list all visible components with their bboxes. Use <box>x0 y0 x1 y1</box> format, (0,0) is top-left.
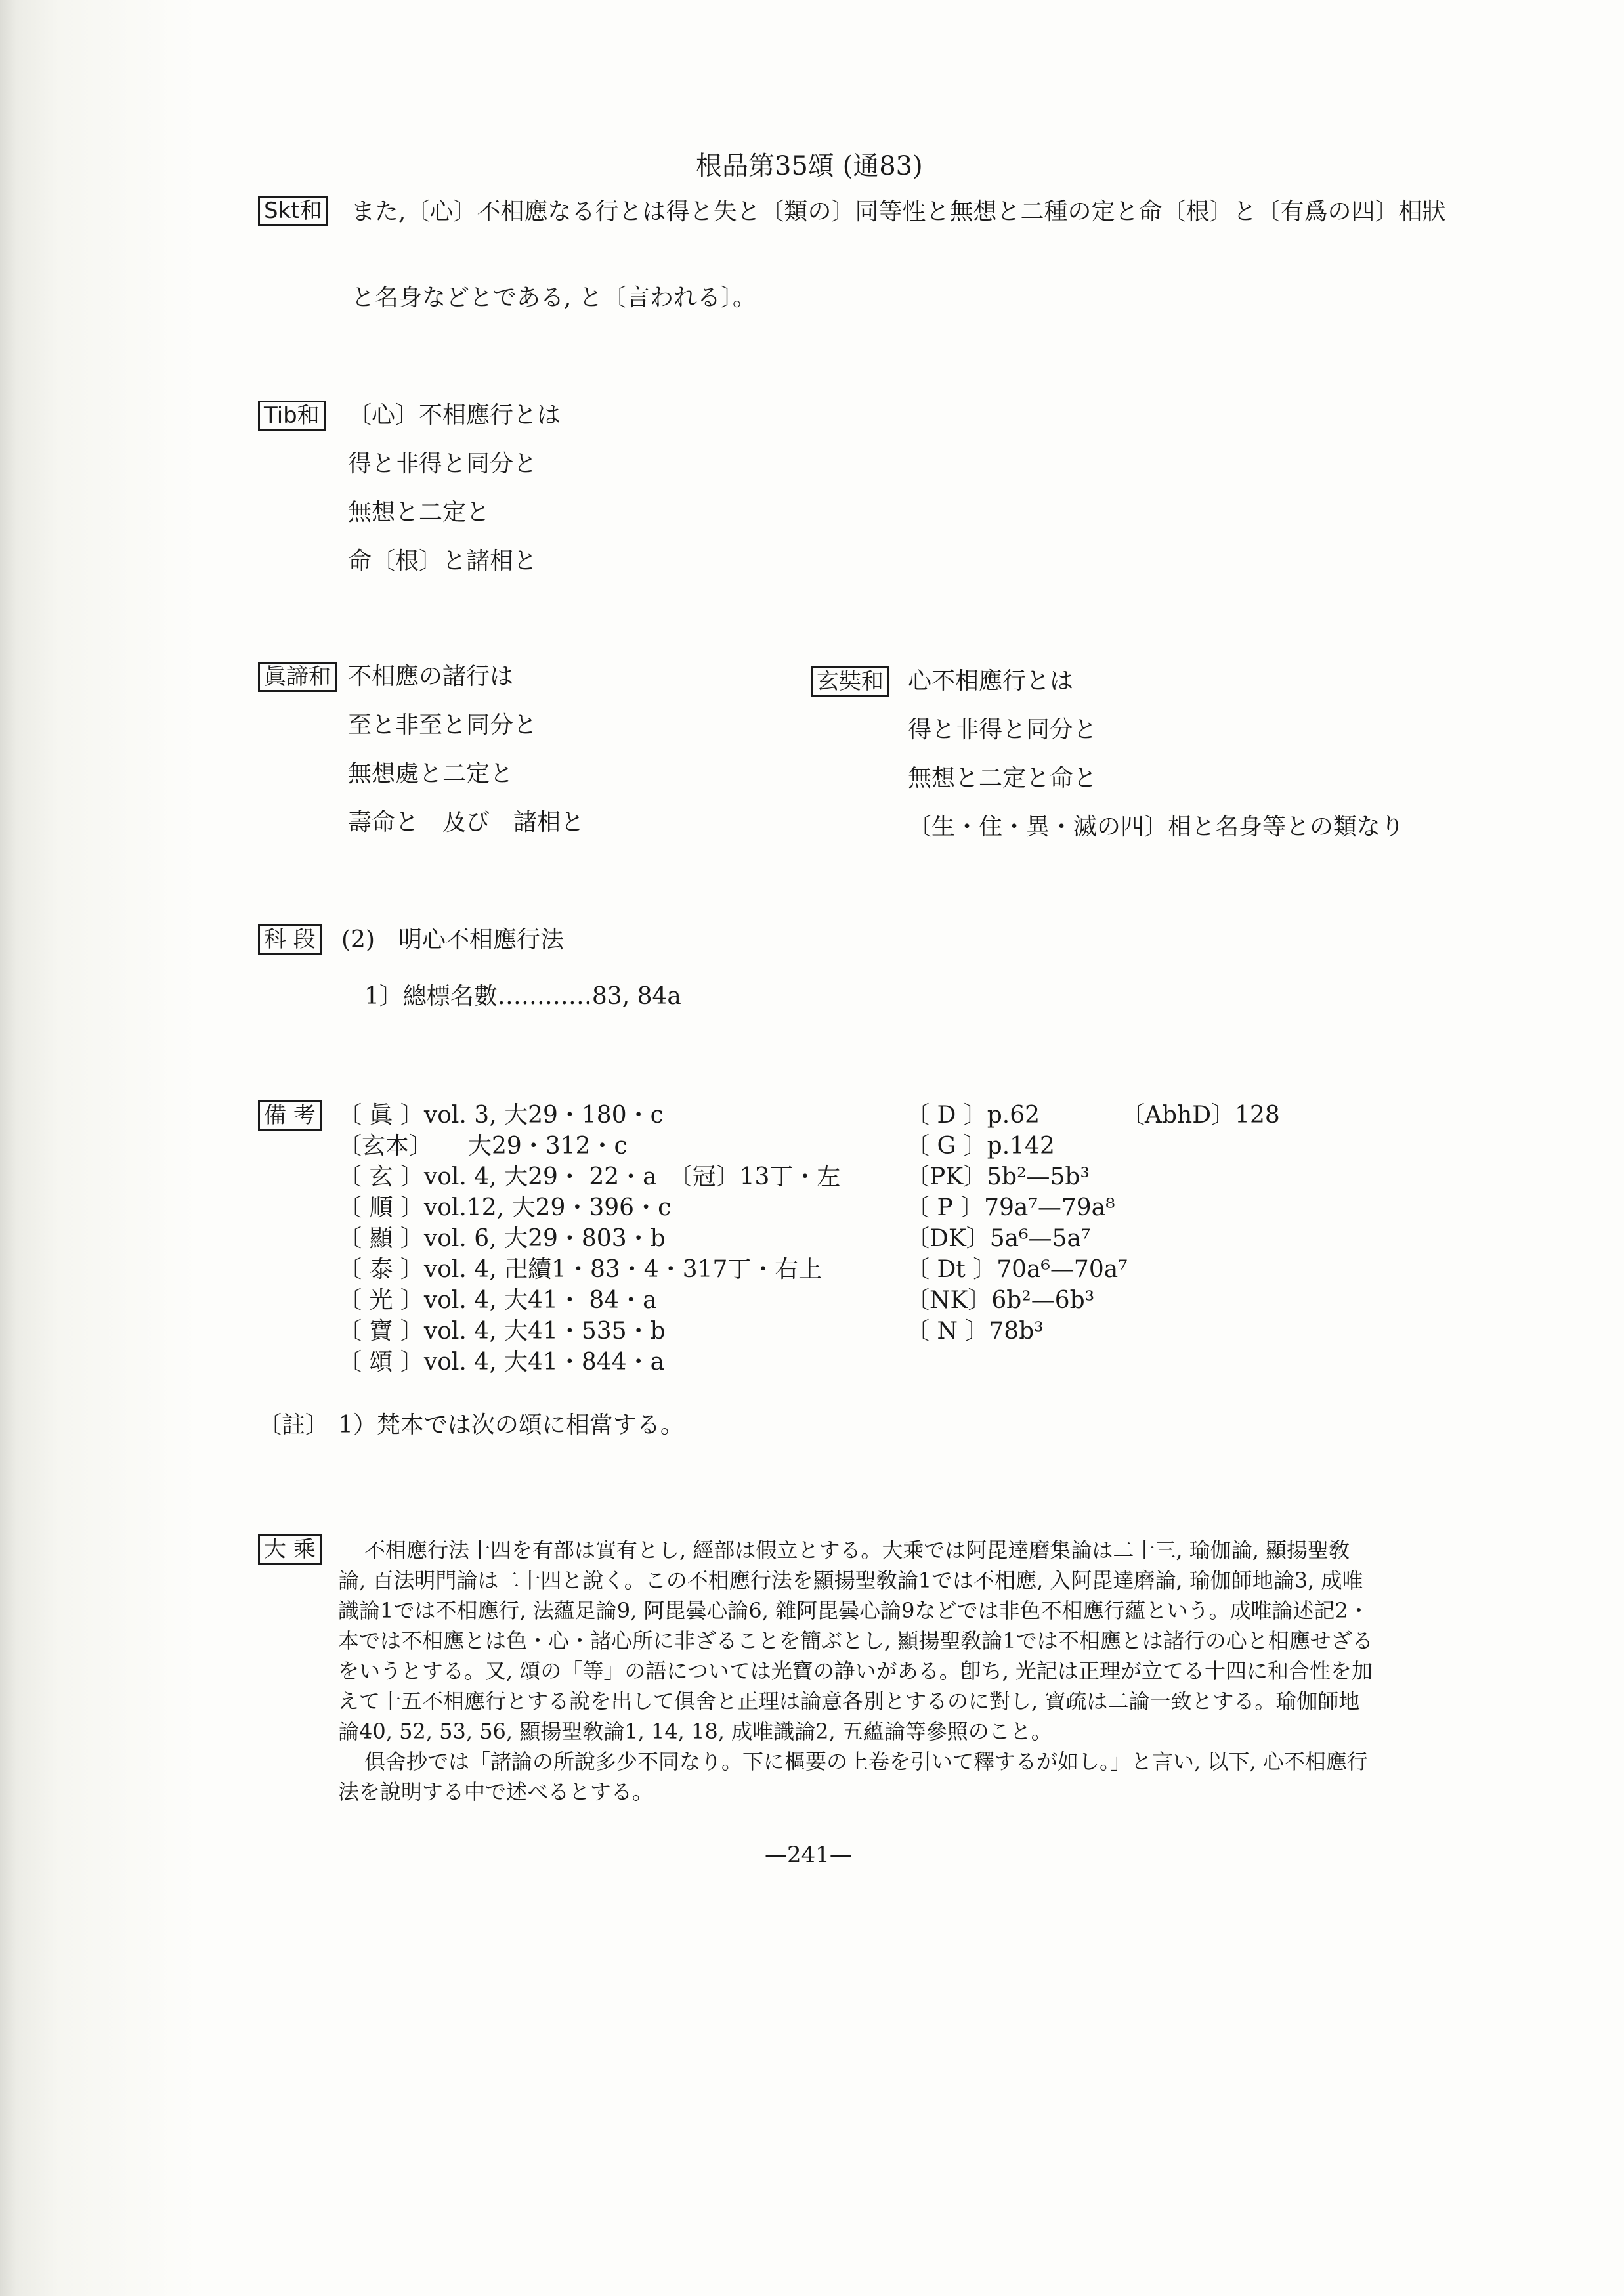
xuanzang-line-3: 無想と二定と命と <box>908 765 1098 792</box>
xuanzang-line-1: 心不相應行とは <box>908 668 1074 695</box>
skt-line-1: また,〔心〕不相應なる行とは得と失と〔類の〕同等性と無想と二種の定と命〔根〕と〔有爲の四〕相狀 <box>351 198 1446 225</box>
xuanzang-tag: 玄奘和 <box>811 666 889 697</box>
tib-tag: Tib和 <box>258 401 326 431</box>
paramartha-tag: 眞諦和 <box>258 662 337 692</box>
biko-right-2: 〔 G 〕p.142 <box>906 1133 1055 1159</box>
biko-left-8: 〔 寶 〕vol. 4, 大41・535・b <box>338 1318 666 1345</box>
tib-line-1: 〔心〕不相應行とは <box>348 402 561 429</box>
tib-line-3: 無想と二定と <box>348 499 490 526</box>
paramartha-line-2: 至と非至と同分と <box>348 712 538 739</box>
biko-right-4: 〔 P 〕79a⁷—79a⁸ <box>906 1194 1115 1221</box>
biko-right-7: 〔NK〕6b²—6b³ <box>906 1287 1095 1314</box>
kadan-line-1: (2) 明心不相應行法 <box>341 926 564 953</box>
tib-line-4: 命〔根〕と諸相と <box>348 548 538 574</box>
daijo-tag: 大 乘 <box>258 1534 322 1565</box>
biko-left-6: 〔 泰 〕vol. 4, 卍續1・83・4・317丁・右上 <box>338 1256 823 1283</box>
daijo-body <box>338 1535 1375 1807</box>
kadan-tag: 科 段 <box>258 924 322 955</box>
skt-line-2: と名身などとである, と〔言われる〕。 <box>351 284 756 311</box>
biko-tag: 備 考 <box>258 1100 322 1131</box>
paramartha-line-1: 不相應の諸行は <box>348 663 514 690</box>
biko-left-5: 〔 顯 〕vol. 6, 大29・803・b <box>338 1225 666 1252</box>
daijo-paragraph-1: 不相應行法十四を有部は實有とし, 經部は假立とする。大乘では阿毘達磨集論は二十三, 瑜伽論, 顯揚聖敎論, 百法明門論は二十四と說く。この不相應行法を顯揚聖敎論1では不相應, 入阿毘達磨論, 瑜伽師地論3, 成唯識論1では不相應行, 法蘊足論9, 阿毘曇心論6, 雜阿毘曇心論9などでは非色不相應行蘊という。成唯論述記2・本では不相應とは色・心・諸心所に非ざることを簡ぶとし, 顯揚聖敎論1では不相應とは諸行の心と相應せざるをいうとする。又, 頌の「等」の語については光寶の諍いがある。卽ち, 光記は正理が立てる十四に和合性を加えて十五不相應行とする說を出して俱舍と正理は論意各別とするのに對し, 寶疏は二論一致とする。瑜伽師地論40, 52, 53, 56, 顯揚聖敎論1, 14, 18, 成唯識論2, 五蘊論等參照のこと。 <box>338 1538 1373 1744</box>
note-tag: 〔註〕 <box>258 1412 330 1439</box>
page-title: 根品第35頌 (通83) <box>696 151 923 181</box>
tib-line-2: 得と非得と同分と <box>348 450 538 477</box>
biko-right-8: 〔 N 〕78b³ <box>906 1318 1044 1345</box>
biko-left-2: 〔玄本〕 大29・312・c <box>338 1133 628 1159</box>
biko-right-5: 〔DK〕5a⁶—5a⁷ <box>906 1225 1091 1252</box>
biko-right-3: 〔PK〕5b²—5b³ <box>906 1163 1090 1190</box>
scan-edge-shadow <box>0 0 197 2296</box>
paramartha-line-4: 壽命と 及び 諸相と <box>348 809 585 836</box>
biko-right-1: 〔 D 〕p.62 <box>906 1102 1040 1129</box>
paramartha-line-3: 無想處と二定と <box>348 760 514 787</box>
xuanzang-line-2: 得と非得と同分と <box>908 716 1098 743</box>
kadan-line-2: 1〕總標名數…………83, 84a <box>364 983 681 1010</box>
note-text: 1）梵本では次の頌に相當する。 <box>338 1412 684 1439</box>
biko-left-7: 〔 光 〕vol. 4, 大41・ 84・a <box>338 1287 657 1314</box>
biko-left-3: 〔 玄 〕vol. 4, 大29・ 22・a 〔冠〕13丁・左 <box>338 1163 841 1190</box>
biko-abhd: 〔AbhD〕128 <box>1121 1102 1280 1129</box>
biko-left-4: 〔 順 〕vol.12, 大29・396・c <box>338 1194 672 1221</box>
skt-tag: Skt和 <box>258 196 328 226</box>
biko-right-6: 〔 Dt 〕70a⁶—70a⁷ <box>906 1256 1128 1283</box>
biko-left-1: 〔 眞 〕vol. 3, 大29・180・c <box>338 1102 664 1129</box>
page-number: —241— <box>765 1842 852 1868</box>
daijo-paragraph-2: 俱舍抄では「諸論の所說多少不同なり。下に樞要の上卷を引いて釋するが如し。」と言い, 以下, 心不相應行法を說明する中で述べるとする。 <box>338 1749 1368 1804</box>
biko-left-9: 〔 頌 〕vol. 4, 大41・844・a <box>338 1349 665 1375</box>
xuanzang-line-4: 〔生・住・異・滅の四〕相と名身等との類なり <box>908 813 1405 840</box>
